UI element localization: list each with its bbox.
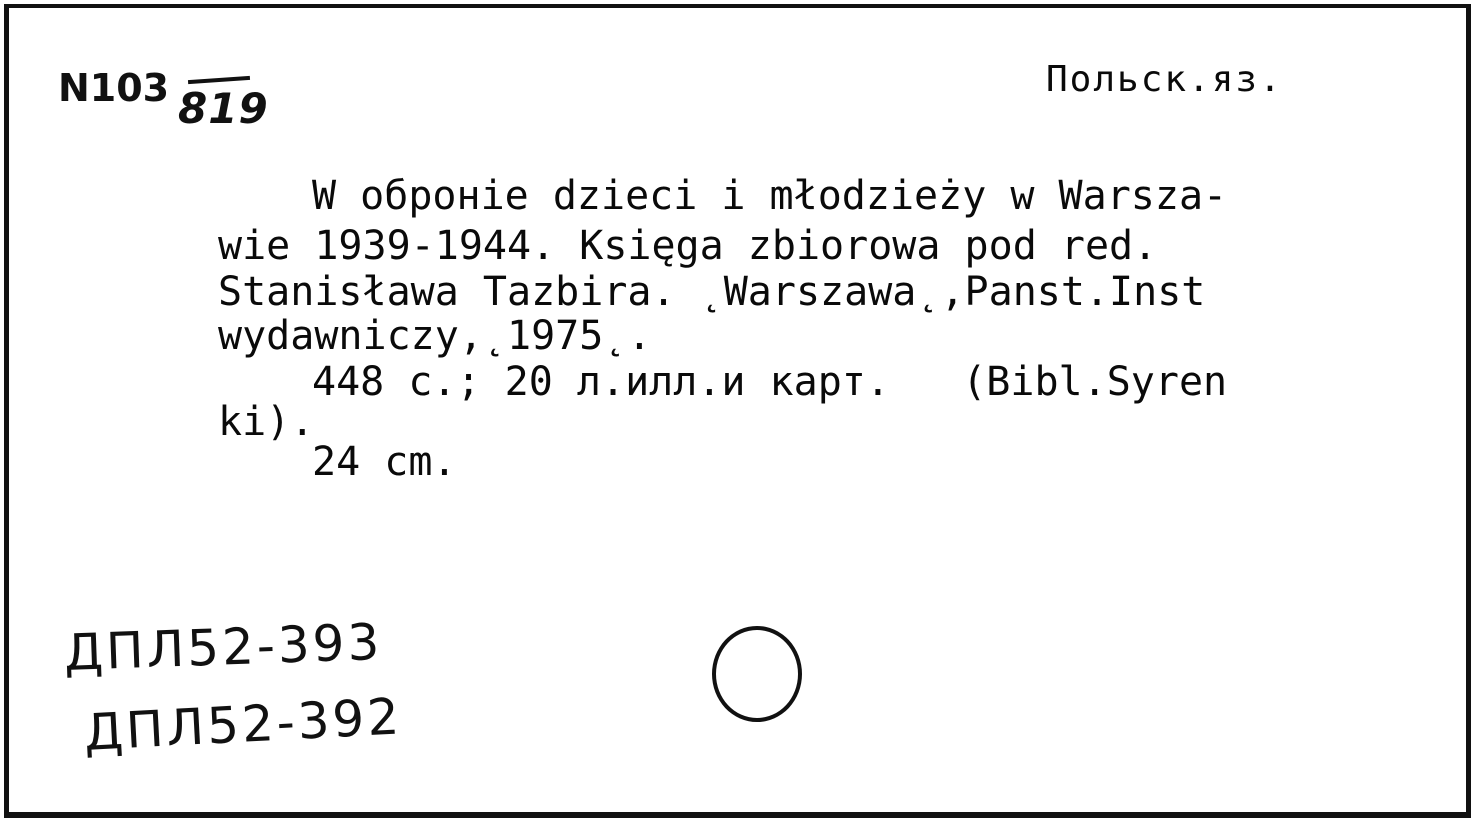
description-line-7: 24 cm. <box>312 439 457 485</box>
handwritten-code-1: ДПЛ52-393 <box>62 612 384 682</box>
description-line-4: wydawniczy,˛1975˛. <box>218 313 652 359</box>
call-number-sub: 819 <box>178 84 269 133</box>
description-line-5: 448 c.; 20 л.илл.и карт. (Bibl.Syren <box>312 359 1228 405</box>
description-line-6: ki). <box>218 399 315 445</box>
description-line-2: wie 1939-1944. Księga zbiorowa pod red. <box>218 223 1158 269</box>
call-number: N103 <box>58 66 170 110</box>
handwritten-code-2: ДПЛ52-392 <box>82 687 404 762</box>
description-line-3: Stanisława Tazbira. ˛Warszawa˛,Panst.Inst <box>218 269 1206 315</box>
description-line-1: W обронie dzieci i młodzieży w Warsza- <box>312 173 1228 219</box>
language-note: Польск.яз. <box>1046 59 1283 100</box>
punch-hole <box>712 626 802 722</box>
